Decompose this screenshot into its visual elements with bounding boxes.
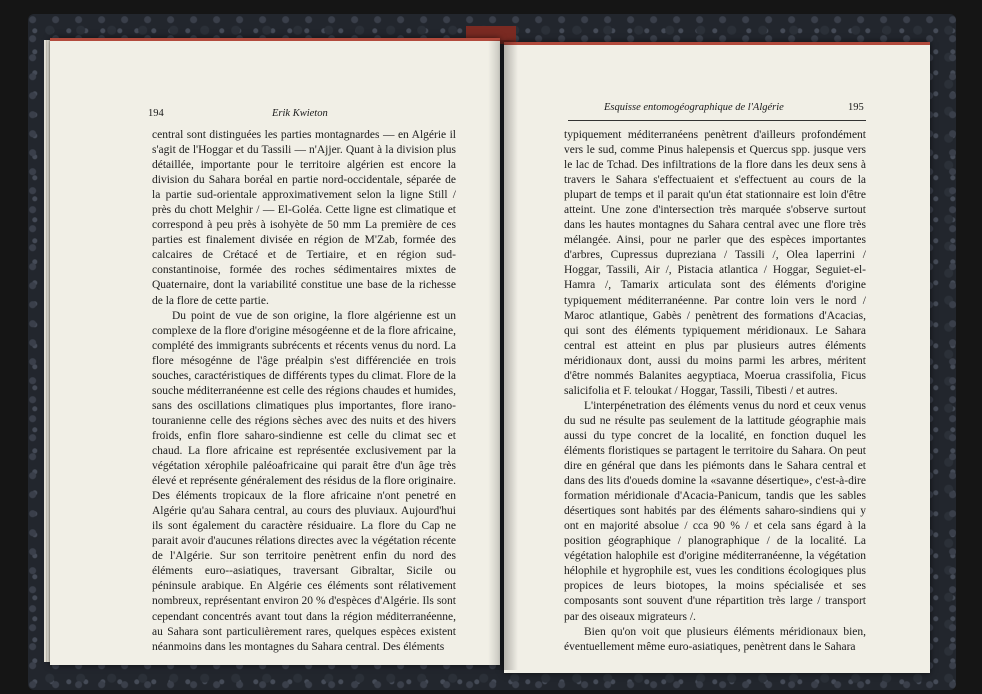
left-page-number: 194: [148, 108, 164, 119]
right-page-header: [568, 102, 866, 121]
left-page-body: [152, 128, 456, 655]
right-page-body: [564, 128, 866, 655]
left-paragraph-2: Du point de vue de son origine, la flore algérienne est un complexe de la flore d'origine mésogéenne et de la flore africaine, complété des immigrants subrécents et récents venus du nord. La flore mésogénne de l'âge préalpin s'est différenciée en trois souches, caractéristiques de différents types du climat. Flore de la souche méditerranéenne est celle des régions chaudes et humides, sans des oscillations climatiques plus importantes, flore irano-touranienne celle des régions sèches avec des nuits et des hivers froids, enfin flore saharo-sindienne est celle du climat sec et chaud. La flore africaine est représentée exclusivement par la végétation xérophile paléoafricaine qui parait être d'un âge très élevé et représente généralement des résidus de la flore originaire. Des éléments tropicaux de la flore africaine n'ont penetré en Algérie qu'au Sahara central, au cours des pluviaux. Aujourd'hui ils sont également du caractère résiduaire. La flore du Cap ne parait avoir d'aucunes rélations directes avec la végétation récente de l'Algérie. Sur son territoire penètrent enfin du nord des éléments euro--asiatiques, traversant Gibraltar, Sicile ou péninsule arabique. En Algérie ces éléments sont rélativement nombreux, représentant environ 20 % d'espèces d'Algérie. Ils sont cependant concentrés avant tout dans la région méditerranéenne, au Sahara sont particulièrement rares, quelques espèces existent néanmoins dans les montagnes du Sahara central. Des éléments: [152, 309, 456, 653]
right-paragraph-2: L'interpénetration des éléments venus du nord et ceux venus du sud ne résulte pas seulement de la lattitude géographie mais aussi du type concret de la localité, en fonction duquel les éléments floristiques se partagent le territoire du Sahara. On peut dire en général que dans les piémonts dans le Sahara central et dans des lits d'oueds domine la «savanne désertique», c'est-à-dire formation méridionale d'Acacia-Panicum, tandis que les sables désertiques sont habités par des éléments saharo-sindiens qui y ont en majorité absolue / cca 90 % / et cela sans égard à la position géographique / planographique / de la localité. La végétation halophile est d'origine méditerranéenne, la végétation hélophile et hygrophile est, vues les conditions écologiques plus propices de leurs biotopes, la moins spécialisée et ses composants sont souvent d'une répartition très large / transport par des oiseaux migrateurs /.: [564, 399, 866, 623]
right-page-number: 195: [848, 102, 864, 113]
right-paragraph-3: Bien qu'on voit que plusieurs éléments méridionaux bien, éventuellement même euro-asiatiques, penètrent dans le Sahara: [564, 625, 866, 653]
gutter-shadow: [488, 40, 518, 670]
right-paragraph-1: typiquement méditerranéens penètrent d'ailleurs profondément vers le sud, comme Pinus halepensis et Quercus spp. jusque vers le lac de Tchad. Des infiltrations de la flore dans les deux sens à travers le Sahara s'effectuaient et s'effectuent au cours de la plupart de temps et il parait qu'un état stationnaire est loin d'être atteint. Une zone d'intersection très marquée s'observe surtout dans les hautes montagnes du Sahara central avec une flore très mélangée. Ainsi, pour ne parler que des espèces importantes d'arbres, Cupressus dupreziana / Tassili /, Olea laperrini / Hoggar, Tassili, Air /, Pistacia atlantica / Hoggar, Seguiet-el-Hamra /, Tamarix articulata sont des éléments d'origine typiquement méditerranéenne. Par contre loin vers le nord / Maroc atlantique, Gabès / penètrent des formations d'Acacias, qui sont des éléments typiquement méridionaux. Le Sahara central est atteint en plus par plusieurs autres éléments méridionaux dont, aussi du moins parmi les arbres, méritent d'être nommés Balanites aegyptiaca, Moerua crassifolia, Ficus salicifolia et F. teloukat / Hoggar, Tassili, Tibesti / et autres.: [564, 129, 866, 397]
left-paragraph-1: central sont distinguées les parties montagnardes — en Algérie il s'agit de l'Hoggar et du Tassili — n'Ajjer. Quant à la division plus détaillée, importante pour le territoire algérien est encore la division du Sahara boréal en partie nord-occidentale, séparée de la partie sud-orientale approximativement selon la ligne Still / près du chott Melghir / — El-Goléa. Cette ligne est climatique et correspond à peu près à isohyète de 50 mm La première de ces parties est finalement divisée en région de M'Zab, formée des calcaires de Crétacé et de Tertiaire, et en région sud-constantinoise, formée des roches sédimentaires mixtes de Quaternaire, dont la variabilité constitue une base de la richesse de la flore de cette partie.: [152, 129, 456, 307]
right-running-head: Esquisse entomogéographique de l'Algérie: [604, 102, 784, 113]
left-running-head: Erik Kwieton: [272, 108, 328, 119]
